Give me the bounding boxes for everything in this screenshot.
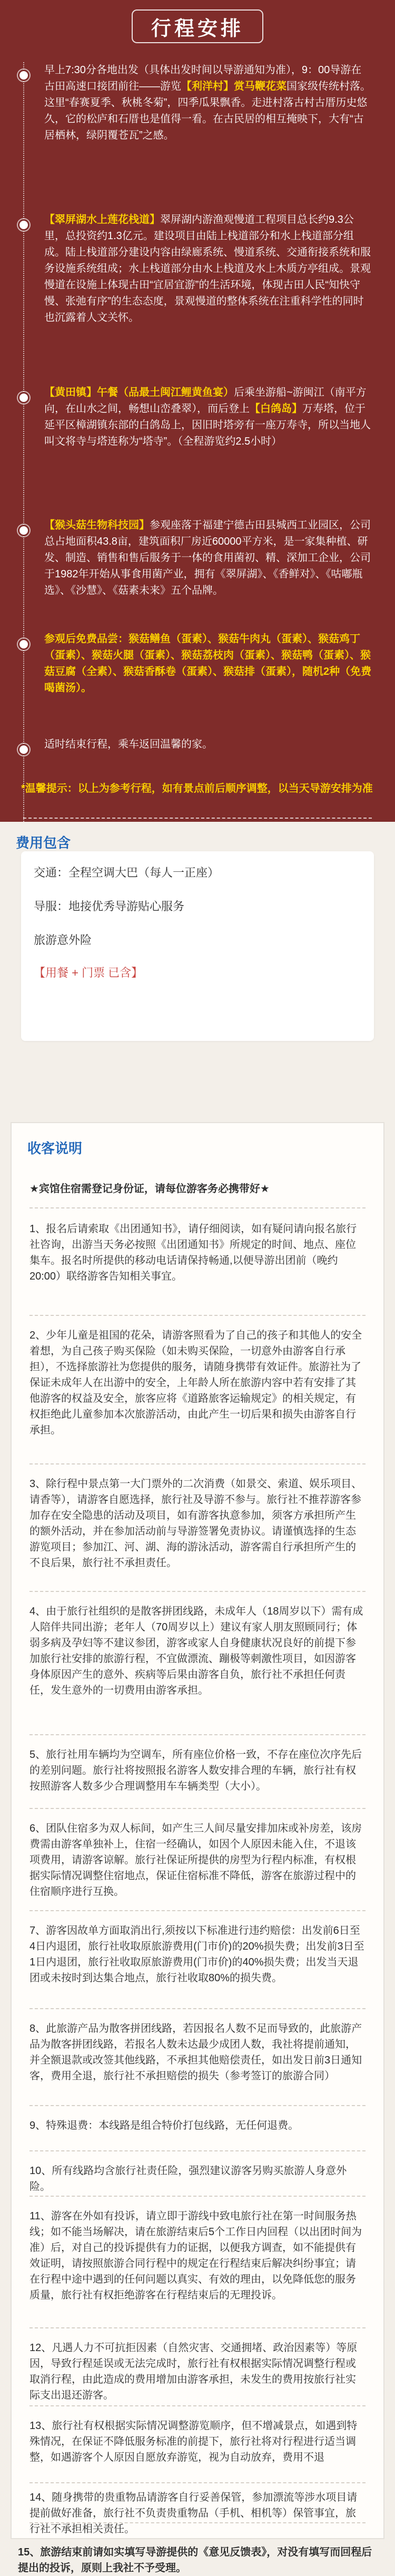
timeline-dot (18, 70, 29, 81)
itinerary-divider (23, 818, 372, 819)
notice-intro: ★宾馆住宿需登记身份证，请每位游客务必携带好★ (29, 1183, 270, 1195)
notice-box (11, 1122, 384, 2539)
notice-item: 11、游客在外如有投诉，请立即于游线中致电旅行社在第一时间服务热线；如不能当场解决，请在旅游结束后5个工作日内回程（以出团时间为准）后，对自己的投诉提供有力的证据，以便我方调查，如不能提供有效证明，请按照旅游合同行程中的规定在行程结束后解决纠纷事宜；请在行程中途中遇到的任何问题以真实、有效的理由，以免降低您的服务质量，旅行社有权拒绝游客在行程结束后的无理投诉。 (29, 2210, 362, 2301)
itinerary-warm-tip: *温馨提示：以上为参考行程，如有景点前后顺序调整，以当天导游安排为准 (21, 783, 373, 794)
notice-divider (29, 2008, 366, 2009)
notice-item: 8、此旅游产品为散客拼团线路，若因报名人数不足而导致的，此旅游产品为散客拼团线路，若报名人数未达最少成团人数，我社将提前通知，并全额退款或改签其他线路，不承担其他赔偿责任，如出发日前3日通知客，费用全退，旅行社不承担赔偿的损失（参考签订的旅游合同） (29, 2023, 362, 2082)
notice-divider (29, 1734, 366, 1735)
notice-divider (29, 1463, 366, 1464)
cost-section (0, 822, 395, 1122)
notice-item: 4、由于旅行社组织的是散客拼团线路，未成年人（18周岁以下）需有成人陪伴共同出游；老年人（70周岁以上）建议有家人朋友照顾同行；体弱多病及孕妇等不建议参团，游客或家人自身健康状况良好的前提下参加旅行社安排的旅游行程，不宜做漂流、蹦极等刺激性项目，如因游客身体原因产生的意外、疾病等后果由游客自负，旅行社不承担任何责任，发生意外的一切费用由游客承担。 (29, 1606, 363, 1696)
notice-divider (29, 1808, 366, 1809)
timeline-dot (18, 744, 29, 755)
itinerary-item-text: 【猴头菇生物科技园】参观座落于福建宁德古田县城西工业园区，公司总占地面积43.8亩，建筑面积厂房近60000平方米，是一家集种植、研发、制造、销售和售后服务于一体的食用菌初、精、深加工企业，公司于1982年开始从事食用菌产业，拥有《翠屏湖》、《香鲜对》、《咕嘟瓶选》、《沙慧》、《菇素未来》五个品牌。 (44, 519, 371, 596)
notice-pickup: 15、旅游结束前请如实填写导游提供的《意见反馈表》，对没有填写而回程后提出的投诉，原则上我社不予受理。 (18, 2546, 372, 2574)
itinerary-item-text: 早上7:30分各地出发（具体出发时间以导游通知为准），9：00导游在古田高速口接团前往——游览【利洋村】赏马鞭花菜国家级传统村落。这里“春赛夏季、秋桃冬菊”，四季瓜果飘香。走进村落古村古厝历史悠久，它的松庐和石厝也是值得一看。在古民居的相互掩映下，大有“古居栖林，绿阴覆苍瓦”之感。 (44, 64, 371, 141)
notice-item: 2、少年儿童是祖国的花朵，请游客照看为了自己的孩子和其他人的安全着想，为自己孩子购买保险（如未购买保险，一切意外由游客自行承担），不选择旅游社为您提供的服务，请随身携带有效证件。旅游社为了保证未成年人在出游中的安全，上年龄人所在旅游内容中若有安排了其他游客的权益及安全，旅客应将《道路旅客运输规定》的相关规定，有权拒绝此儿童参加本次旅游活动，由此产生一切后果和损失由游客自行承担。 (29, 1330, 362, 1436)
cost-heading: 费用包含 (16, 835, 71, 851)
notice-item: 10、所有线路均含旅行社责任险，强烈建议游客另购买旅游人身意外险。 (29, 2165, 347, 2192)
cost-row: 【用餐 + 门票 已含】 (34, 966, 143, 979)
notice-item: 5、旅行社用车辆均为空调车，所有座位价格一致，不存在座位次序先后的差别问题。旅行社将按照报名游客人数安排合理的车辆，旅行社有权按照游客人数多少合理调整用车车辆类型（大小）。 (29, 1749, 362, 1792)
itinerary-title-box (132, 9, 263, 43)
itinerary-item-text: 【黄田镇】午餐（品最土闽江鲤黄鱼宴）后乘坐游船~游闽江（南平方向，在山水之间，畅想山峦叠翠），而后登上【白鸽岛】万寿塔，位于延平区樟湖镇东部的白鸽岛上，因旧时塔旁有一座万寿寺，所以当地人叫文将寺与塔连称为“塔寺”。（全程游览约2.5小时） (44, 387, 371, 447)
timeline (23, 62, 24, 822)
itinerary-item-6 (44, 736, 372, 753)
notice-item: 14、随身携带的贵重物品请游客自行妥善保管，参加漂流等涉水项目请提前做好准备，旅行社不负责贵重物品（手机、相机等）保管事宜，旅行社不承担相关责任。 (29, 2492, 358, 2535)
notice-section (0, 1122, 395, 2574)
notice-item: 6、团队住宿多为双人标间，如产生三人间尽量安排加床或补房差，该房费需由游客单独补上，住宿一经确认，如因个人原因未能入住，不退该项费用，请游客谅解。旅行社保证所提供的房型为行程内标准，有权根据实际情况调整住宿地点，保证住宿标准不降低，游客在旅游过程中的住宿顺序进行互换。 (29, 1823, 362, 1897)
notice-divider (29, 1591, 366, 1592)
itinerary-item-1 (44, 62, 372, 144)
notice-item: 9、特殊退费：本线路是组合特价打包线路，无任何退费。 (29, 2120, 299, 2131)
notice-item: 13、旅行社有权根据实际情况调整游览顺序，但不增减景点，如遇到特殊情况，在保证不降低服务标准的前提下，旅行社将对行程进行适当调整，如遇游客个人原因自愿放弃游览，视为自动放弃，费用不退 (29, 2420, 358, 2463)
notice-divider (29, 1910, 366, 1911)
notice-item: 12、凡遇人力不可抗拒因素（自然灾害、交通拥堵、政治因素等）等原因，导致行程延误或无法完成时，旅行社有权根据实际情况调整行程或取消行程，由此造成的费用增加由游客承担，未发生的费用按旅行社实际支出退还游客。 (29, 2342, 358, 2401)
itinerary-item-3 (44, 385, 372, 450)
cost-row: 交通：全程空调大巴（每人一正座） (34, 866, 220, 879)
cost-row: 导服：地接优秀导游贴心服务 (34, 900, 185, 913)
notice-item: 3、除行程中景点第一大门票外的二次消费（如景交、索道、娱乐项目、请香等），请游客自愿选择，旅行社及导游不参与。旅行社不推荐游客参加存在安全隐患的活动及项目，如有游客执意参加，须客方承担所产生的额外活动，并在参加活动前与导游签署免责协议。请谨慎选择的生态游览项目；参加江、河、湖、海的游泳活动，游客需自行承担所产生的不良后果，旅行社不承担责任。 (29, 1478, 362, 1569)
notice-divider (29, 2150, 366, 2151)
timeline-dot (18, 525, 29, 536)
timeline-dot (18, 392, 29, 404)
itinerary-item-text: 【翠屏湖水上莲花栈道】翠屏湖内游渔观慢道工程项目总长约9.3公里，总投资约1.3亿元。建设项目由陆上栈道部分和水上栈道部分组成。陆上栈道部分建设内容由绿廊系统、慢道系统、交通衔接系统和服务设施系统组成；水上栈道部分由水上栈道及水上木质方亭组成。景观慢道在设施上体现古田“宜居宜游”的生活环境，体现古田人民“知快守慢、张弛有序”的生态态度，景观慢道的整体系统在注重科学性的同时也沉露着人文关怀。 (44, 214, 371, 323)
notice-divider (29, 2327, 366, 2328)
itinerary-item-2 (44, 212, 372, 326)
notice-heading: 收客说明 (27, 1140, 83, 1156)
timeline-dot (18, 638, 29, 650)
notice-item: 7、游客因故单方面取消出行,须按以下标准进行违约赔偿：出发前6日至4日内退团，旅行社收取原旅游费用(门市价)的20%损失费；出发前3日至1日内退团，旅行社收取原旅游费用(门市价)的40%损失费；出发当天退团或未按时到达集合地点，旅行社收取80%的损失费。 (29, 1925, 364, 1984)
itinerary-title: 行程安排 (151, 17, 244, 40)
notice-divider (29, 2196, 366, 2197)
itinerary-item-text: 参观后免费品尝：猴菇鳝鱼（蛋素）、猴菇牛肉丸（蛋素）、猴菇鸡丁（蛋素）、猴菇火腿（蛋素）、猴菇荔枝肉（蛋素）、猴菇鸭（蛋素）、猴菇豆腐（全素）、猴菇香酥卷（蛋素）、猴菇排（蛋素），随机2种（免费喝菌汤）。 (44, 633, 372, 694)
notice-item: 1、报名后请索取《出团通知书》，请仔细阅读，如有疑问请向报名旅行社咨询，出游当天务必按照《出团通知书》所规定的时间、地点、座位集车。报名时所提供的移动电话请保持畅通,以便导游出团前（晚约20:00）联络游客告知相关事宜。 (29, 1223, 357, 1282)
itinerary-item-5 (44, 631, 372, 696)
notice-divider (29, 2405, 366, 2406)
cost-card (21, 851, 374, 1041)
notice-divider (29, 2105, 366, 2106)
itinerary-item-4 (44, 517, 372, 599)
timeline-dot (18, 219, 29, 231)
itinerary-item-text: 适时结束行程，乘车返回温馨的家。 (44, 739, 213, 750)
notice-divider (29, 2482, 366, 2483)
notice-divider (29, 2522, 366, 2523)
cost-row: 旅游意外险 (34, 933, 92, 947)
itinerary-section (0, 0, 395, 822)
notice-divider (29, 1207, 366, 1208)
notice-divider (29, 1315, 366, 1316)
